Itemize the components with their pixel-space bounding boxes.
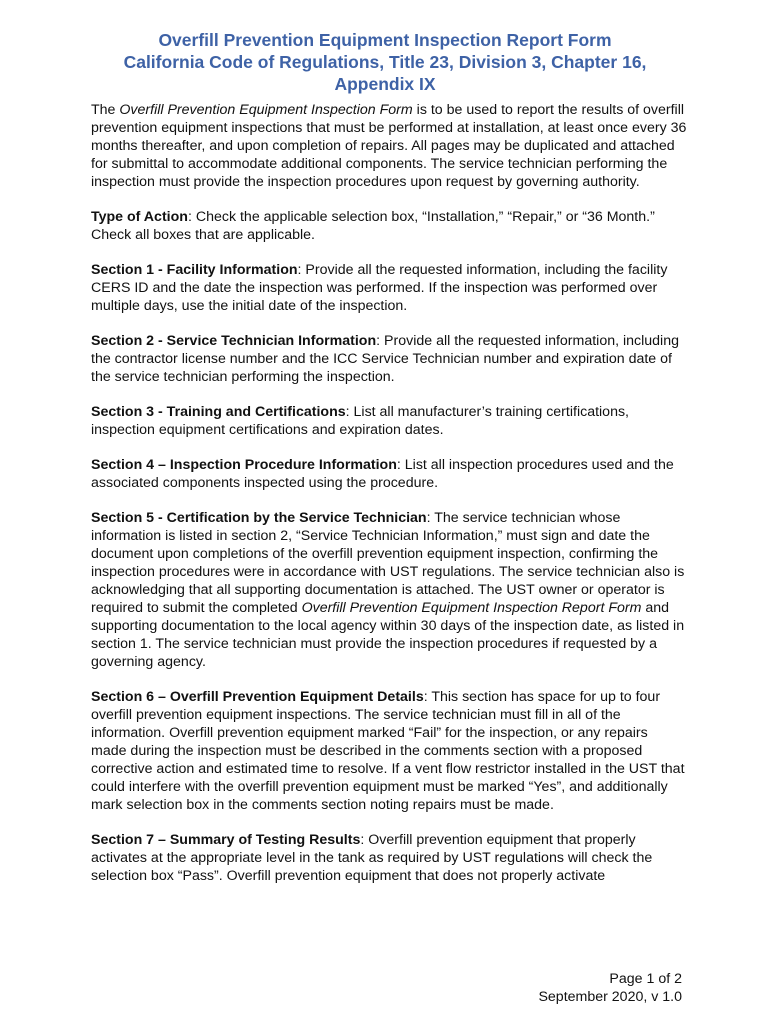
page-number: Page 1 of 2 (609, 971, 682, 987)
page-footer (538, 970, 682, 1006)
section-text: : The service technician whose information is listed in section 2, “Service Technician Information,” must sign and date the document upon completions of the overfill prevention equipment inspection, confirming the inspection procedures were in accordance with UST regulations. The service technician also is acknowledging that all supporting documentation is attached. The UST owner or operator is required to submit the completed (91, 510, 685, 616)
title-line-2: California Code of Regulations, Title 23, Division 3, Chapter 16, (123, 52, 647, 72)
section-heading: Section 1 - Facility Information (91, 262, 298, 278)
section-heading: Type of Action (91, 209, 188, 225)
section-text: : List all manufacturer’s training certifications, inspection equipment certifications and expiration dates. (91, 404, 629, 438)
type-of-action-paragraph (91, 208, 687, 244)
section-heading: Section 6 – Overfill Prevention Equipment Details (91, 689, 424, 705)
section-3-paragraph (91, 403, 687, 439)
title-line-1: Overfill Prevention Equipment Inspection Report Form (158, 30, 612, 50)
section-text: : Provide all the requested information, including the contractor license number and the ICC Service Technician number and expiration date of the service technician performing the inspection. (91, 333, 679, 385)
document-title (60, 29, 710, 95)
section-1-paragraph (91, 261, 687, 315)
section-heading: Section 7 – Summary of Testing Results (91, 832, 361, 848)
section-text: : Overfill prevention equipment that properly activates at the appropriate level in the tank as required by UST regulations will check the selection box “Pass”. Overfill prevention equipment that does not properly activate (91, 832, 653, 884)
section-4-paragraph (91, 456, 687, 492)
section-5-paragraph (91, 509, 687, 671)
intro-paragraph (91, 101, 687, 191)
section-heading: Section 2 - Service Technician Information (91, 333, 377, 349)
intro-text: is to be used to report the results of overfill prevention equipment inspections that must be performed at installation, at least once every 36 months thereafter, and upon completion of repairs. All pages may be duplicated and attached for submittal to accommodate additional components. The service technician performing the inspection must provide the inspection procedures upon request by governing authority. (91, 102, 687, 190)
section-heading: Section 5 - Certification by the Service Technician (91, 510, 427, 526)
form-name-italic: Overfill Prevention Equipment Inspection Report Form (301, 600, 642, 616)
section-heading: Section 4 – Inspection Procedure Information (91, 457, 397, 473)
section-text: and supporting documentation to the local agency within 30 days of the inspection date, as listed in section 1. The service technician must provide the inspection procedures if requested by a governing agency. (91, 600, 685, 670)
section-text: : Provide all the requested information, including the facility CERS ID and the date the inspection was performed. If the inspection was performed over multiple days, use the initial date of the inspection. (91, 262, 668, 314)
form-name-italic: Overfill Prevention Equipment Inspection Form (119, 102, 413, 118)
section-7-paragraph (91, 831, 687, 885)
section-text: : Check the applicable selection box, “Installation,” “Repair,” or “36 Month.” Check all boxes that are applicable. (91, 209, 655, 243)
section-6-paragraph (91, 688, 687, 814)
title-line-3: Appendix IX (334, 74, 436, 94)
section-text: : This section has space for up to four overfill prevention equipment inspections. The service technician must fill in all of the information. Overfill prevention equipment marked “Fail” for the inspection, or any repairs made during the inspection must be described in the comments section with a proposed corrective action and estimated time to resolve. If a vent flow restrictor installed in the UST that could interfere with the overfill prevention equipment must be marked “Yes”, and additionally mark selection box in the comments section noting repairs must be made. (91, 689, 685, 813)
section-heading: Section 3 - Training and Certifications (91, 404, 346, 420)
section-text: : List all inspection procedures used and the associated components inspected using the procedure. (91, 457, 674, 491)
intro-text: The (91, 102, 120, 118)
section-2-paragraph (91, 332, 687, 386)
version-date: September 2020, v 1.0 (538, 989, 682, 1005)
document-body (91, 101, 687, 902)
